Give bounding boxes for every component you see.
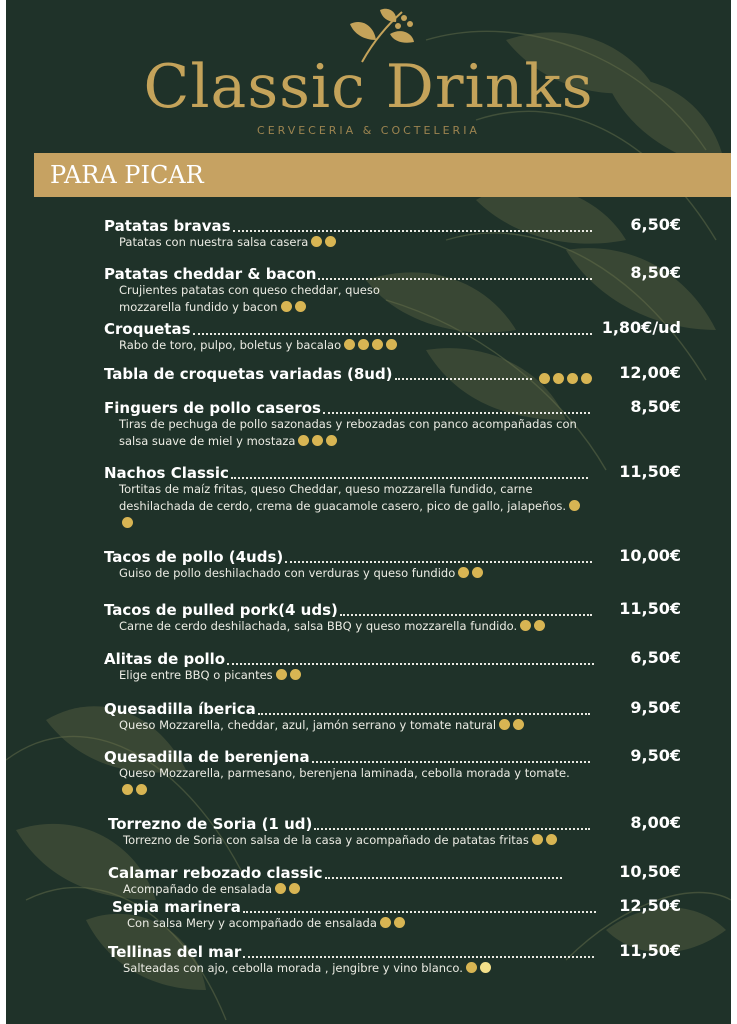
allergen-icon [372,339,383,350]
item-name: Quesadilla íberica [104,700,256,718]
item-description-text: Con salsa Mery y acompañado de ensalada [127,916,377,930]
section-header-band [34,153,731,197]
allergen-icon [122,784,133,795]
item-description [119,234,599,251]
allergen-icon [569,500,580,511]
item-name: Nachos Classic [104,464,229,482]
item-price: 12,00€ [619,363,681,382]
item-name: Patatas bravas [104,217,231,235]
allergen-icon [281,301,292,312]
allergen-icon [466,962,477,973]
dot-leader [231,477,588,479]
allergen-icon [581,373,592,384]
item-description-text: Patatas con nuestra salsa casera [119,235,309,249]
dot-leader [193,333,592,335]
allergen-icon [122,517,133,528]
allergen-icon [136,784,147,795]
item-price: 8,50€ [630,263,681,282]
item-name: Calamar rebozado classic [108,864,323,882]
allergen-icon [394,917,405,928]
allergen-icon [567,373,578,384]
dot-leader [243,956,594,958]
allergen-icon [458,567,469,578]
item-name: Tellinas del mar [108,943,242,961]
allergen-icon [480,962,491,973]
item-description [123,832,603,849]
allergen-icon [534,620,545,631]
allergen-icon [325,236,336,247]
item-name: Tacos de pollo (4uds) [104,548,284,566]
menu-page [6,0,731,1024]
item-price: 1,80€/ud [601,318,681,337]
item-name: Torrezno de Soria (1 ud) [108,815,313,833]
item-price: 10,50€ [619,862,681,881]
item-price: 12,50€ [619,896,681,915]
item-description-text: Crujientes patatas con queso cheddar, queso mozzarella fundido y bacon [119,283,380,314]
item-description [119,481,589,532]
item-description [127,915,607,932]
item-description [119,765,579,799]
item-price: 9,50€ [630,698,681,717]
section-title: PARA PICAR [50,161,204,189]
item-description-text: Tiras de pechuga de pollo sazonadas y rebozadas con panco acompañadas con salsa suave de miel y mostaza [119,417,577,448]
allergen-icon [298,435,309,446]
item-description [119,337,599,354]
brand-name: Classic Drinks [143,52,594,122]
item-price: 9,50€ [630,746,681,765]
item-description [123,881,603,898]
dot-leader [318,278,592,280]
item-price: 8,00€ [630,813,681,832]
allergen-icon [532,834,543,845]
item-description [119,717,599,734]
allergen-icon [344,339,355,350]
item-price: 11,50€ [619,941,681,960]
allergen-icon [546,834,557,845]
allergen-icon [539,373,550,384]
item-description-text: Tortitas de maíz fritas, queso Cheddar, queso mozzarella fundido, carne deshilachada de cerdo, crema de guacamole casero, pico de gallo, jalapeños. [119,482,567,513]
item-description-text: Guiso de pollo deshilachado con verduras y queso fundido [119,566,456,580]
item-description-text: Carne de cerdo deshilachada, salsa BBQ y queso mozzarella fundido. [119,619,518,633]
allergen-icon [312,435,323,446]
allergen-icon [289,883,300,894]
item-name: Finguers de pollo caseros [104,399,321,417]
item-price: 10,00€ [619,546,681,565]
item-name: Tabla de croquetas variadas (8ud) [104,365,393,383]
item-name: Patatas cheddar & bacon [104,265,317,283]
dot-leader [312,761,590,763]
item-description [119,416,599,450]
allergen-icon [358,339,369,350]
item-description-text: Rabo de toro, pulpo, boletus y bacalao [119,338,342,352]
brand-tagline: CERVECERIA & COCTELERIA [257,124,480,137]
dot-leader [243,911,596,913]
item-description-text: Salteadas con ajo, cebolla morada , jengibre y vino blanco. [123,961,463,975]
item-description [119,282,409,316]
allergen-icon [386,339,397,350]
item-name: Croquetas [104,320,191,338]
dot-leader [258,713,590,715]
dot-leader [285,561,592,563]
allergen-icon [275,883,286,894]
item-name: Sepia marinera [112,898,241,916]
allergen-icon [553,373,564,384]
item-description-text: Queso Mozzarella, cheddar, azul, jamón serrano y tomate natural [119,718,497,732]
allergen-icon [472,567,483,578]
item-name: Quesadilla de berenjena [104,748,310,766]
item-description-text: Elige entre BBQ o picantes [119,668,273,682]
allergen-icon [499,719,510,730]
item-description-text: Queso Mozzarella, parmesano, berenjena laminada, cebolla morada y tomate. [119,766,570,780]
dot-leader [340,614,592,616]
item-description-text: Acompañado de ensalada [123,882,272,896]
dot-leader [325,877,562,879]
item-price: 8,50€ [630,397,681,416]
dot-leader [233,230,592,232]
allergen-icon [295,301,306,312]
dot-leader [227,663,594,665]
item-description [119,565,599,582]
item-price: 6,50€ [630,648,681,667]
item-description [123,960,603,977]
dot-leader [323,412,590,414]
allergen-icon [520,620,531,631]
allergen-icon [311,236,322,247]
allergen-icon [380,917,391,928]
item-price: 11,50€ [619,599,681,618]
item-description-text: Torrezno de Soria con salsa de la casa y acompañado de patatas fritas [123,833,529,847]
item-price: 6,50€ [630,215,681,234]
item-description [119,667,599,684]
item-price: 11,50€ [619,462,681,481]
item-name: Tacos de pulled pork(4 uds) [104,601,338,619]
item-description [119,618,599,635]
allergen-icon [513,719,524,730]
allergen-icon [290,669,301,680]
allergen-icons [536,368,592,387]
item-name: Alitas de pollo [104,650,226,668]
allergen-icon [276,669,287,680]
dot-leader [395,378,532,380]
allergen-icon [326,435,337,446]
dot-leader [314,828,590,830]
